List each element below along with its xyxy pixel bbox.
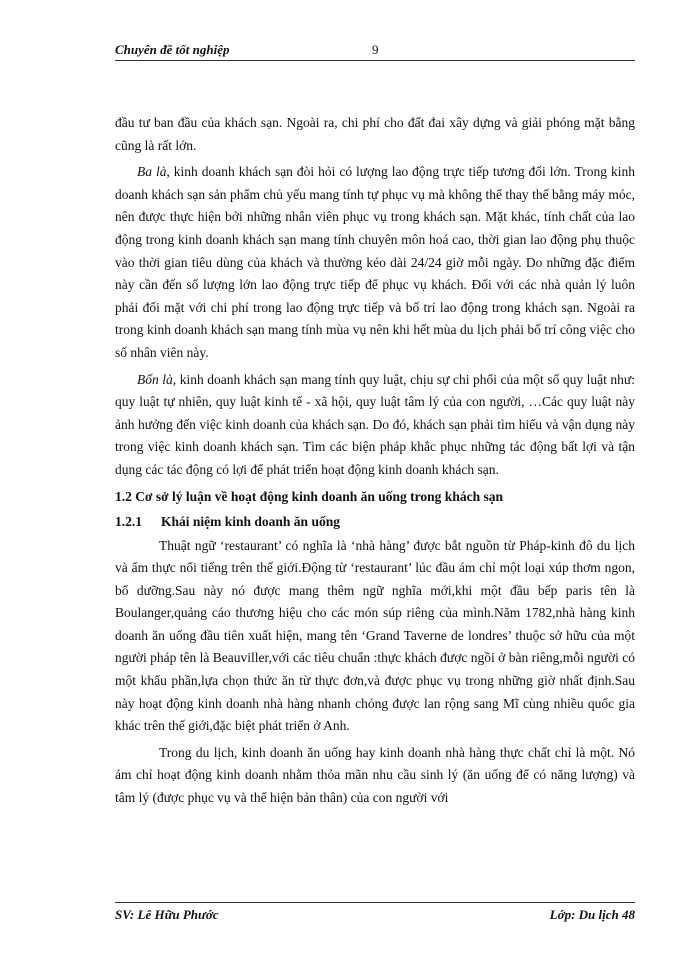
paragraph-ba-la — [115, 161, 635, 364]
paragraph-continuation: đầu tư ban đầu của khách sạn. Ngoài ra, chi phí cho đất đai xây dựng và giải phóng mặt bằng cũng là rất lớn. — [115, 115, 635, 153]
paragraph-definition: Trong du lịch, kinh doanh ăn uống hay kinh doanh nhà hàng thực chất chỉ là một. Nó ám chỉ hoạt động kinh doanh nhằm thỏa mãn nhu cầu sinh lý (ăn uống để có năng lượng) và tâm lý (được phục vụ và thể hiện bản thân) của con người với — [115, 744, 635, 806]
footer-class: Lớp: Du lịch 48 — [549, 907, 635, 922]
page-footer — [115, 907, 635, 925]
paragraph-bon-la — [115, 369, 635, 482]
footer-divider — [115, 902, 635, 903]
page-header — [115, 42, 635, 60]
paragraph-text: kinh doanh khách sạn đòi hỏi có lượng lao động trực tiếp tương đối lớn. Trong kinh doanh khách sạn sản phẩm chủ yếu mang tính tự phục vụ mà không thể thay thế bằng máy móc, nên được thực hiện bởi những nhân viên phục vụ trong khách sạn. Mặt khác, tính chất của lao động trong kinh doanh khách sạn mang tính chuyên môn hoá cao, thời gian lao động phụ thuộc vào thời gian tiêu dùng của khách và thường kéo dài 24/24 giờ mỗi ngày. Do những đặc điểm này cần đến số lượng lớn lao động trực tiếp để phục vụ khách. Đối với các nhà quản lý luôn phải đối mặt với chi phí trong lao động trực tiếp và bố trí lao động trong khách sạn. Ngoài ra trong kinh doanh khách sạn mang tính mùa vụ nên khi hết mùa du lịch phải bố trí công việc cho số nhân viên này. — [115, 164, 635, 360]
header-title: Chuyên đề tốt nghiệp — [115, 42, 230, 57]
section-number: 1.2.1 — [115, 513, 142, 529]
page-body — [115, 112, 635, 814]
paragraph-lead: Ba là, — [137, 164, 170, 180]
section-heading-1-2-1 — [115, 511, 635, 533]
footer-student: SV: Lê Hữu Phước — [115, 907, 219, 922]
header-divider — [115, 60, 635, 61]
section-title: Khái niệm kinh doanh ăn uống — [161, 513, 340, 529]
paragraph-restaurant-history: Thuật ngữ ‘restaurant’ có nghĩa là ‘nhà hàng’ được bắt nguồn từ Pháp-kinh đô du lịch và ẩm thực nổi tiếng trên thế giới.Động từ ‘restaurant’ lúc đầu ám chỉ một loại xúp thơm ngon, bổ dưỡng.Sau này nó được mang thêm ngữ nghĩa mới,khi một đầu bếp paris tên là Boulanger,quảng cáo thương hiệu cho các món súp riêng của mình.Năm 1782,nhà hàng kinh doanh ăn uống đầu tiên xuất hiện, mang tên ‘Grand Taverne de londres’ thuộc sở hữu của một người pháp tên là Beauviller,với các tiêu chuẩn :thực khách được ngồi ở bàn riêng,mỗi người có một khẩu phần,lựa chọn thức ăn từ thực đơn,và được phục vụ trong những giờ nhất định.Sau này hoạt động kinh doanh nhà hàng nhanh chóng được lan rộng sang Mĩ cùng nhiều quốc gia khác trên thế giới,đặc biệt phát triển ở Anh. — [115, 537, 635, 734]
paragraph-lead: Bốn là, — [137, 371, 177, 387]
page-number: 9 — [372, 42, 379, 57]
paragraph-text: kinh doanh khách sạn mang tính quy luật, chịu sự chi phối của một số quy luật như: quy luật tự nhiên, quy luật kinh tế - xã hội, quy luật tâm lý của con người, …Các quy luật này ảnh hưởng đến việc kinh doanh của khách sạn. Do đó, khách sạn phải tìm hiểu và vận dụng này trong việc kinh doanh khách sạn. Tìm các biện pháp khắc phục những tác động bất lợi và tận dụng các tác động có lợi để phát triển hoạt động kinh doanh khách sạn. — [115, 371, 635, 477]
section-heading-1-2: 1.2 Cơ sở lý luận về hoạt động kinh doanh ăn uống trong khách sạn — [115, 488, 503, 504]
